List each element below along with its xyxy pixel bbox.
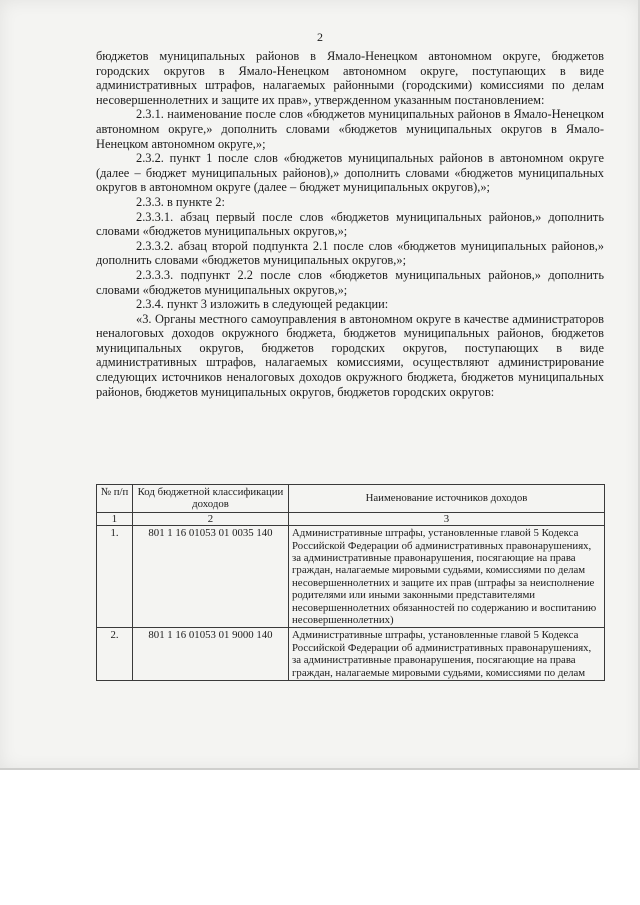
paragraph-intro: бюджетов муниципальных районов в Ямало-Ненецком автономном округе, бюджетов городских округов в Ямало-Ненецком автономном округе, поступающих в виде административных штрафов, налагаемых районными (городскими) комиссиями по делам несовершеннолетних и защите их прав», утвержденном указанным постановлением: [96, 49, 604, 107]
row-name: Административные штрафы, установленные главой 5 Кодекса Российской Федерации об административных правонарушениях, за административные правонарушения, посягающие на права граждан, налагаемые мировыми судьями, комиссиями по делам несовершеннолетних и защите их прав (штрафы за неисполнение родителями или иными законными представителями несовершеннолетних обязанностей по содержанию и воспитанию несовершеннолетних) [289, 526, 605, 628]
revenue-sources-table [96, 484, 605, 681]
row-code: 801 1 16 01053 01 0035 140 [133, 526, 289, 628]
paragraph-2-3-3-2: 2.3.3.2. абзац второй подпункта 2.1 после слов «бюджетов муниципальных районов,» дополнить словами «бюджетов муниципальных округов,»; [96, 238, 604, 268]
table-row [97, 628, 605, 681]
header-code: Код бюджетной классификации доходов [133, 485, 289, 513]
paragraph-2-3-3: 2.3.3. в пункте 2: [136, 194, 225, 209]
paragraph-2-3-1: 2.3.1. наименование после слов «бюджетов муниципальных районов в Ямало-Ненецком автономном округе,» дополнить словами «бюджетов муниципальных округов в Ямало-Ненецком автономном округе,»; [96, 107, 604, 151]
row-num: 1. [97, 526, 133, 628]
header-num: № п/п [97, 485, 133, 513]
paragraph-2-3-4: 2.3.4. пункт 3 изложить в следующей редакции: [136, 297, 389, 312]
table-row [97, 526, 605, 628]
paragraph-2-3-3-3: 2.3.3.3. подпункт 2.2 после слов «бюджетов муниципальных районов,» дополнить словами «бюджетов муниципальных округов,»; [96, 267, 604, 297]
index-cell: 2 [133, 512, 289, 525]
paragraph-item-3: «3. Органы местного самоуправления в автономном округе в качестве администраторов неналоговых доходов окружного бюджета, бюджетов муниципальных районов, бюджетов муниципальных округов, бюджетов городских округов, поступающих в виде административных штрафов, налагаемых комиссиями, осуществляют администрирование следующих источников неналоговых доходов окружного бюджета, бюджетов муниципальных районов, бюджетов муниципальных округов, бюджетов городских округов: [96, 311, 604, 399]
row-num: 2. [97, 628, 133, 681]
header-name: Наименование источников доходов [289, 485, 605, 513]
index-cell: 1 [97, 512, 133, 525]
row-code: 801 1 16 01053 01 9000 140 [133, 628, 289, 681]
document-body [96, 49, 604, 399]
paragraph-2-3-3-1: 2.3.3.1. абзац первый после слов «бюджетов муниципальных районов,» дополнить словами «бюджетов муниципальных округов,»; [96, 209, 604, 239]
page-number: 2 [317, 30, 323, 44]
row-name: Административные штрафы, установленные главой 5 Кодекса Российской Федерации об административных правонарушениях, за административные правонарушения, посягающие на права граждан, налагаемые мировыми судьями, комиссиями по делам [289, 628, 605, 681]
table-header-row [97, 485, 605, 513]
table-index-row [97, 512, 605, 525]
paragraph-2-3-2: 2.3.2. пункт 1 после слов «бюджетов муниципальных районов в автономном округе (далее – бюджет муниципальных районов),» дополнить словами «бюджетов муниципальных округов в автономном округе (далее – бюджет муниципальных округов),»; [96, 151, 604, 195]
index-cell: 3 [289, 512, 605, 525]
